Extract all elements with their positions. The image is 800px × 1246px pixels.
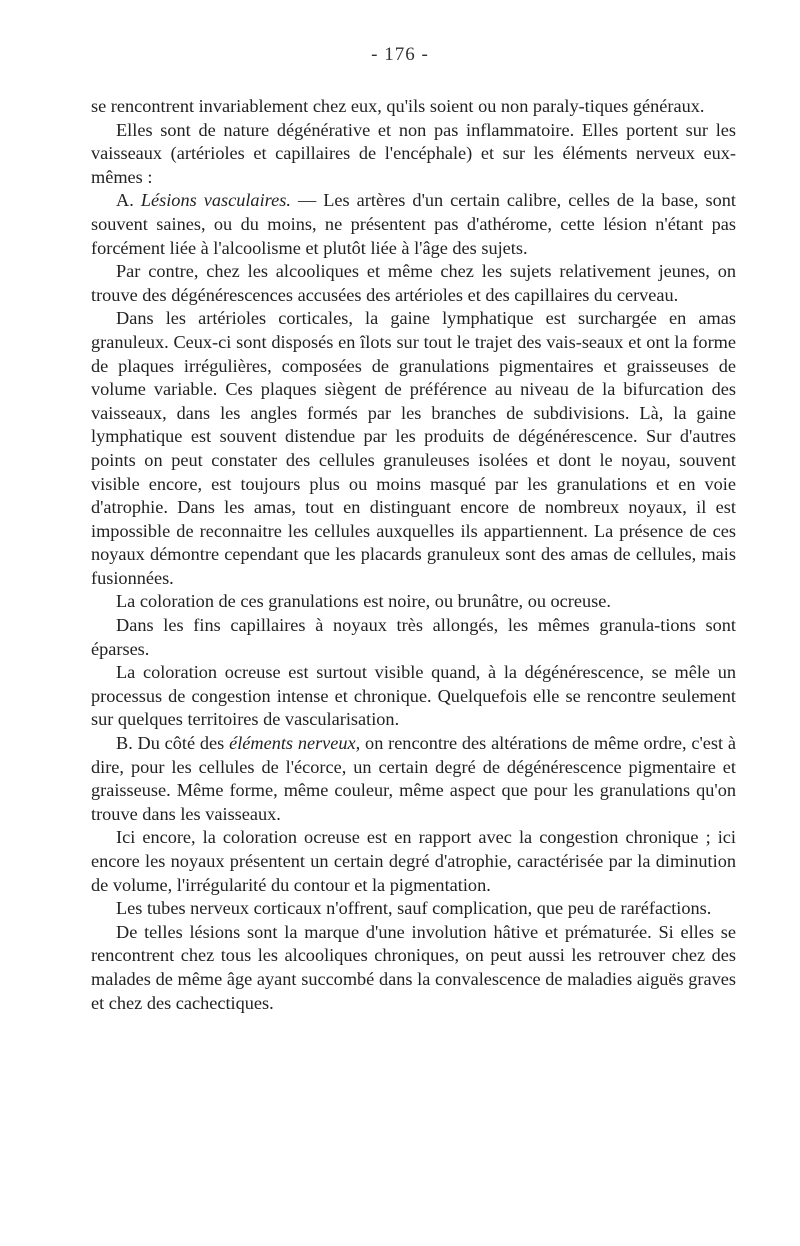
paragraph — [91, 119, 736, 190]
section-marker: B. Du côté des — [116, 733, 225, 754]
paragraph — [91, 260, 736, 307]
paragraph — [91, 95, 736, 119]
paragraph-text: Dans les fins capillaires à noyaux très allongés, les mêmes granula-tions sont éparses. — [91, 615, 736, 659]
section-heading: Lésions vasculaires. — [140, 190, 291, 211]
paragraph — [91, 826, 736, 897]
paragraph-text: Elles sont de nature dégénérative et non pas inflammatoire. Elles portent sur les vaisseaux (artérioles et capillaires de l'encéphale) et sur les éléments nerveux eux-mêmes : — [91, 119, 736, 187]
paragraph-text: Ici encore, la coloration ocreuse est en rapport avec la congestion chronique ; ici encore les noyaux présentent un certain degré d'atrophie, caractérisée par la diminution de volume, l'irrégularité du contour et la pigmentation. — [91, 827, 736, 895]
paragraph-text: La coloration ocreuse est surtout visible quand, à la dégénérescence, se mêle un processus de congestion intense et chronique. Quelquefois elle se rencontre seulement sur quelques territoires de vascularisation. — [91, 662, 736, 730]
paragraph-text: Les tubes nerveux corticaux n'offrent, sauf complication, que peu de raréfactions. — [116, 898, 712, 919]
section-heading: éléments nerveux, — [229, 733, 361, 754]
paragraph-text: Dans les artérioles corticales, la gaine lymphatique est surchargée en amas granuleux. Ceux-ci sont disposés en îlots sur tout le trajet des vais-seaux et ont la forme de plaques irrégulières, composées de granulations pigmentaires et graisseuses de volume variable. Ces plaques siègent de préférence au niveau de la bifurcation des vaisseaux, dans les angles formés par les branches de subdivisions. Là, la gaine lymphatique est souvent distendue par les produits de dégénérescence. Sur d'autres points on peut constater des cellules granuleuses isolées et dont le noyau, souvent visible encore, est toujours plus ou moins masqué par les granulations et en voie d'atrophie. Dans les amas, tout en distinguant encore de nombreux noyaux, il est impossible de reconnaitre les cellules auxquelles ils appartiennent. La présence de ces noyaux démontre cependant que les placards granuleux sont des amas de cellules, mais fusionnées. — [91, 308, 736, 588]
section-marker: A. — [116, 190, 134, 211]
paragraph — [91, 921, 736, 1015]
paragraph — [91, 732, 736, 826]
paragraph — [91, 897, 736, 921]
paragraph — [91, 614, 736, 661]
paragraph — [91, 590, 736, 614]
paragraph-text: — Les artères d'un certain calibre, celles de la base, sont souvent saines, ou du moins, ne présentent pas d'athérome, cette lésion n'étant pas forcément liée à l'alcoolisme et plutôt liée à l'âge des sujets. — [91, 190, 736, 258]
paragraph — [91, 661, 736, 732]
page-body — [91, 95, 736, 1015]
paragraph — [91, 307, 736, 590]
paragraph-text: De telles lésions sont la marque d'une involution hâtive et prématurée. Si elles se rencontrent chez tous les alcooliques chroniques, on peut aussi les retrouver chez des malades de même âge ayant succombé dans la convalescence de maladies aiguës graves et chez des cachectiques. — [91, 921, 736, 1013]
paragraph-text: on rencontre des altérations de même ordre, c'est à dire, pour les cellules de l'écorce, un certain degré de dégénérescence pigmentaire et graisseuse. Même forme, même couleur, même aspect que pour les granulations qu'on trouve dans les vaisseaux. — [91, 733, 737, 824]
paragraph-text: se rencontrent invariablement chez eux, qu'ils soient ou non paraly-tiques généraux. — [91, 96, 705, 116]
page-number: - 176 - — [371, 44, 429, 65]
paragraph-text: Par contre, chez les alcooliques et même chez les sujets relativement jeunes, on trouve des dégénérescences accusées des artérioles et des capillaires du cerveau. — [91, 261, 736, 305]
paragraph-text: La coloration de ces granulations est noire, ou brunâtre, ou ocreuse. — [116, 591, 611, 612]
paragraph — [91, 189, 736, 260]
